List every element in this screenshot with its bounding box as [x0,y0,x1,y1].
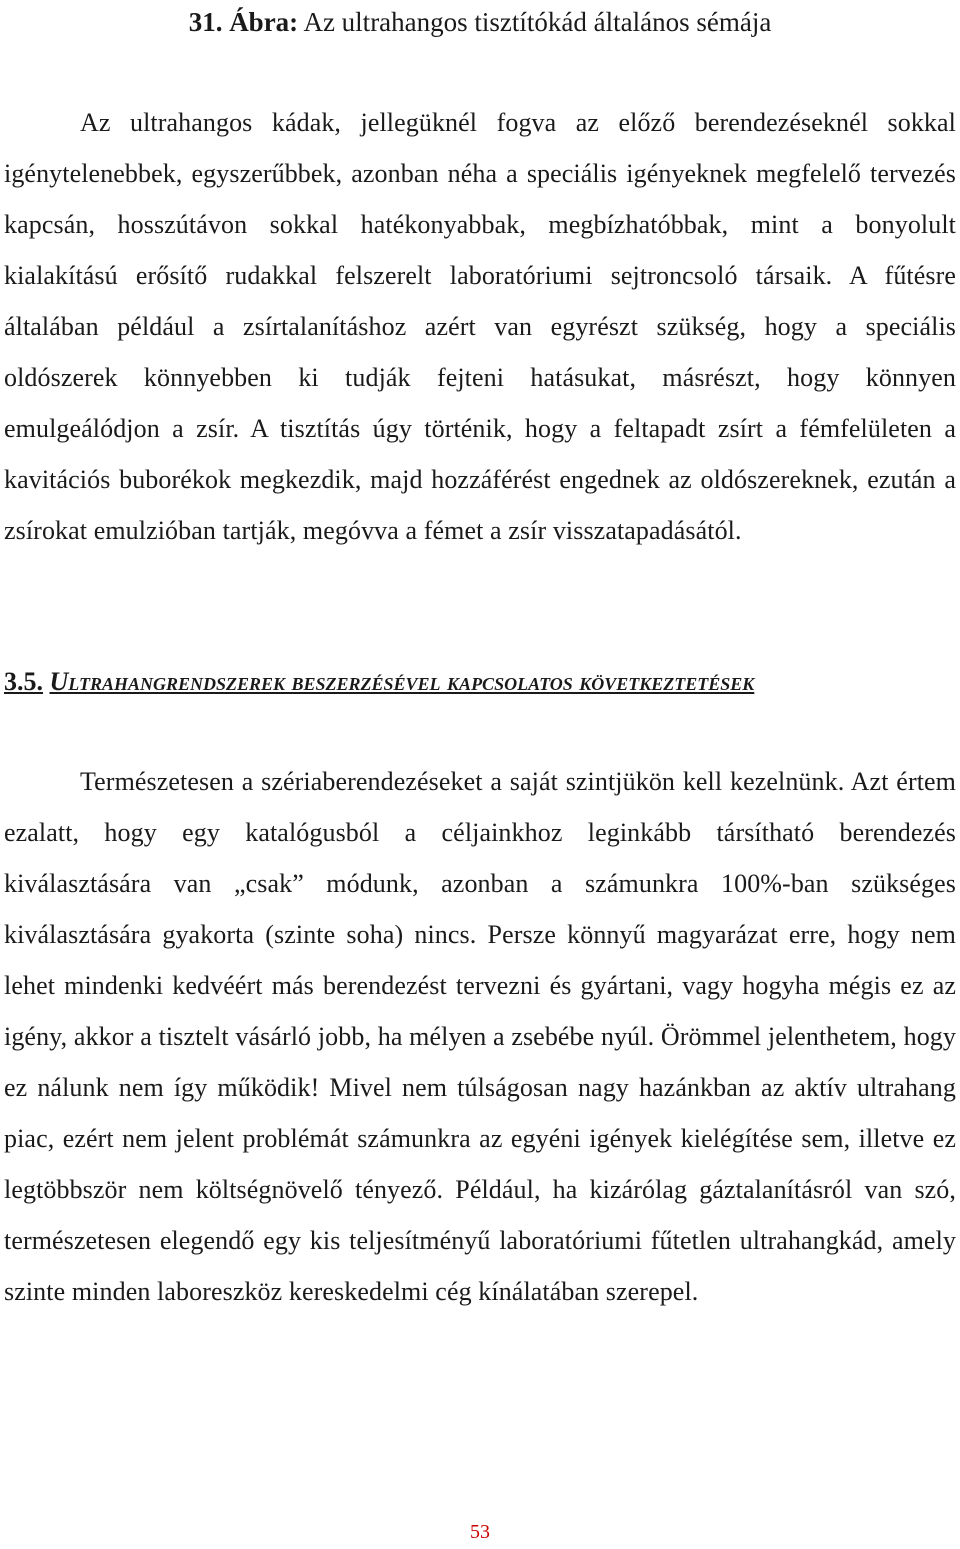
figure-caption-label: 31. Ábra: [188,7,299,37]
section-title: Ultrahangrendszerek beszerzésével kapcsolatos következtetések [49,667,755,696]
section-heading [4,662,956,702]
figure-caption [0,2,960,42]
page-number: 53 [470,1521,490,1543]
body-paragraph-1: Az ultrahangos kádak, jellegüknél fogva az előző berendezéseknél sokkal igénytelenebbek, egyszerűbbek, azonban néha a speciális igényeknek megfelelő tervezés kapcsán, hosszútávon sokkal hatékonyabbak, megbízhatóbbak, mint a bonyolult kialakítású erősítő rudakkal felszerelt laboratóriumi sejtroncsoló társaik. A fűtésre általában például a zsírtalanításhoz azért van egyrészt szükség, hogy a speciális oldószerek könnyebben ki tudják fejteni hatásukat, másrészt, hogy könnyen emulgeálódjon a zsír. A tisztítás úgy történik, hogy a feltapadt zsírt a fémfelületen a kavitációs buborékok megkezdik, majd hozzáférést engednek az oldószereknek, ezután a zsírokat emulzióban tartják, megóvva a fémet a zsír visszatapadásától. [4,108,956,545]
body-paragraph-2: Természetesen a szériaberendezéseket a saját szintjükön kell kezelnünk. Azt értem ezalatt, hogy egy katalógusból a céljainkhoz leginkább társítható berendezés kiválasztására van „csak” módunk, azonban a számunkra 100%-ban szükséges kiválasztására gyakorta (szinte soha) nincs. Persze könnyű magyarázat erre, hogy nem lehet mindenki kedvéért más berendezést tervezni és gyártani, vagy hogyha mégis ez az igény, akkor a tisztelt vásárló jobb, ha mélyen a zsebébe nyúl. Örömmel jelenthetem, hogy ez nálunk nem így működik! Mivel nem túlságosan nagy hazánkban az aktív ultrahang piac, ezért nem jelent problémát számunkra az egyéni igények kielégítése sem, illetve ez legtöbbször nem költségnövelő tényező. Például, ha kizárólag gáztalanításról van szó, természetesen elegendő egy kis teljesítményű laboratóriumi fűtetlen ultrahangkád, amely szinte minden laboreszköz kereskedelmi cég kínálatában szerepel. [4,767,956,1306]
section-number: 3.5. [4,667,43,696]
figure-caption-text: Az ultrahangos tisztítókád általános sémája [303,7,772,37]
